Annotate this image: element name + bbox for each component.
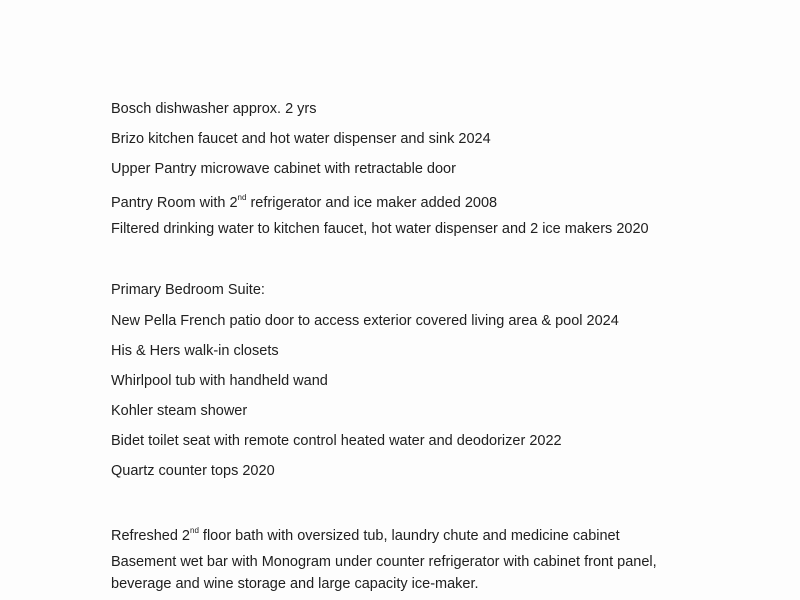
bedroom-item-patio-door: New Pella French patio door to access exterior covered living area & pool 2024 bbox=[111, 313, 619, 329]
kitchen-item-pantry-room bbox=[111, 190, 497, 212]
bath-text-rest: floor bath with oversized tub, laundry chute and medicine cabinet bbox=[198, 527, 620, 544]
bedroom-item-steam-shower: Kohler steam shower bbox=[111, 403, 248, 419]
bath-item-second-floor bbox=[111, 523, 620, 545]
bath-text: Refreshed 2 bbox=[111, 527, 190, 544]
kitchen-item-faucet: Brizo kitchen faucet and hot water dispenser and sink 2024 bbox=[111, 131, 491, 147]
pantry-room-superscript: nd bbox=[237, 193, 247, 202]
bedroom-item-closets: His & Hers walk-in closets bbox=[111, 343, 279, 359]
basement-line-1: Basement wet bar with Monogram under counter refrigerator with cabinet front panel, bbox=[111, 554, 657, 570]
bath-superscript: nd bbox=[190, 526, 199, 535]
bedroom-section-heading: Primary Bedroom Suite: bbox=[111, 282, 265, 298]
pantry-room-text: Pantry Room with 2 bbox=[111, 194, 238, 211]
bedroom-item-bidet: Bidet toilet seat with remote control heated water and deodorizer 2022 bbox=[111, 433, 562, 449]
kitchen-item-filtered-water: Filtered drinking water to kitchen faucet, hot water dispenser and 2 ice makers 2020 bbox=[111, 221, 649, 237]
kitchen-item-microwave-cabinet: Upper Pantry microwave cabinet with retractable door bbox=[111, 161, 456, 177]
basement-line-2: beverage and wine storage and large capacity ice-maker. bbox=[111, 576, 479, 592]
bedroom-item-quartz-counters: Quartz counter tops 2020 bbox=[111, 463, 275, 479]
kitchen-item-dishwasher: Bosch dishwasher approx. 2 yrs bbox=[111, 101, 317, 117]
bedroom-item-whirlpool-tub: Whirlpool tub with handheld wand bbox=[111, 373, 328, 389]
pantry-room-text-rest: refrigerator and ice maker added 2008 bbox=[246, 194, 498, 211]
